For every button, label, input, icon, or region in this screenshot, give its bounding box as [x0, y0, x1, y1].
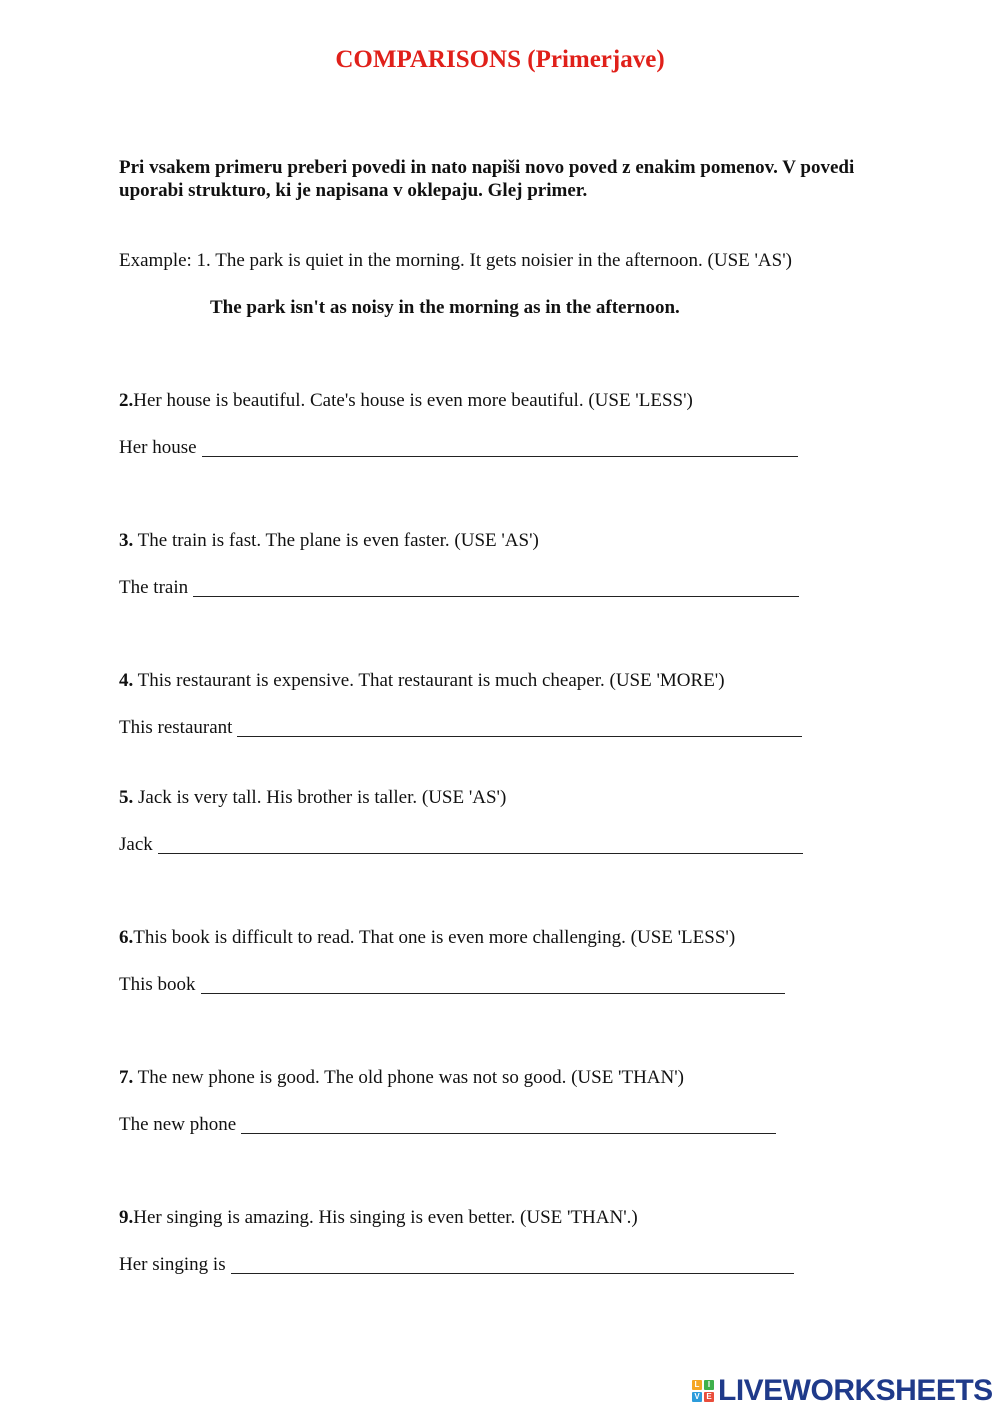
exercise-3-answer-input[interactable]: [193, 576, 799, 597]
logo-mark-icon: [692, 1380, 714, 1402]
exercise-number: 5.: [119, 787, 134, 808]
example-answer: The park isn't as noisy in the morning as in the afternoon.: [210, 297, 680, 318]
exercise-text: The train is fast. The plane is even faster. (USE 'AS'): [133, 530, 539, 551]
exercise-text: This book is difficult to read. That one is even more challenging. (USE 'LESS'): [133, 927, 736, 948]
answer-starter: The train: [119, 577, 189, 598]
exercise-5-answer-row: [119, 833, 803, 857]
exercise-4-answer-input[interactable]: [237, 716, 802, 737]
answer-starter: The new phone: [119, 1114, 237, 1135]
logo-mark-letter: I: [704, 1380, 714, 1390]
exercise-number: 2.: [119, 390, 134, 411]
exercise-6-sentence: [119, 926, 735, 950]
exercise-9-sentence: [119, 1206, 638, 1230]
exercise-5-sentence: [119, 786, 506, 810]
exercise-6-answer-row: [119, 973, 785, 997]
logo-mark-letter: L: [692, 1380, 702, 1390]
exercise-number: 7.: [119, 1067, 134, 1088]
exercise-number: 6.: [119, 927, 134, 948]
exercise-7-answer-input[interactable]: [241, 1113, 776, 1134]
logo-mark-letter: V: [692, 1392, 702, 1402]
answer-starter: Her house: [119, 437, 197, 458]
liveworksheets-logo: [692, 1374, 993, 1408]
exercise-3-answer-row: [119, 576, 799, 600]
exercise-number: 9.: [119, 1207, 134, 1228]
exercise-2-answer-row: [119, 436, 798, 460]
exercise-4-answer-row: [119, 716, 802, 740]
logo-mark-letter: E: [704, 1392, 714, 1402]
exercise-number: 3.: [119, 530, 134, 551]
answer-starter: This book: [119, 974, 196, 995]
page-title: COMPARISONS (Primerjave): [335, 46, 665, 73]
logo-text: LIVEWORKSHEETS: [718, 1374, 993, 1407]
exercise-9-answer-row: [119, 1253, 794, 1277]
answer-starter: Her singing is: [119, 1254, 226, 1275]
exercise-7-sentence: [119, 1066, 684, 1090]
exercise-text: Her house is beautiful. Cate's house is even more beautiful. (USE 'LESS'): [133, 390, 693, 411]
exercise-text: This restaurant is expensive. That restaurant is much cheaper. (USE 'MORE'): [133, 670, 725, 691]
exercise-2-sentence: [119, 389, 693, 413]
exercise-7-answer-row: [119, 1113, 776, 1137]
example-prompt: Example: 1. The park is quiet in the morning. It gets noisier in the afternoon. (USE 'AS'): [119, 250, 792, 271]
exercise-2-answer-input[interactable]: [202, 436, 798, 457]
exercise-4-sentence: [119, 669, 725, 693]
exercise-6-answer-input[interactable]: [201, 973, 785, 994]
exercise-9-answer-input[interactable]: [231, 1253, 794, 1274]
instructions: Pri vsakem primeru preberi povedi in nato napiši novo poved z enakim pomenov. V povedi uporabi strukturo, ki je napisana v oklepaju. Glej primer.: [119, 157, 855, 201]
answer-starter: This restaurant: [119, 717, 233, 738]
exercise-5-answer-input[interactable]: [158, 833, 803, 854]
answer-starter: Jack: [119, 834, 153, 855]
exercise-number: 4.: [119, 670, 134, 691]
exercise-3-sentence: [119, 529, 539, 553]
exercise-text: The new phone is good. The old phone was not so good. (USE 'THAN'): [133, 1067, 684, 1088]
exercise-text: Her singing is amazing. His singing is even better. (USE 'THAN'.): [133, 1207, 638, 1228]
exercise-text: Jack is very tall. His brother is taller. (USE 'AS'): [133, 787, 507, 808]
